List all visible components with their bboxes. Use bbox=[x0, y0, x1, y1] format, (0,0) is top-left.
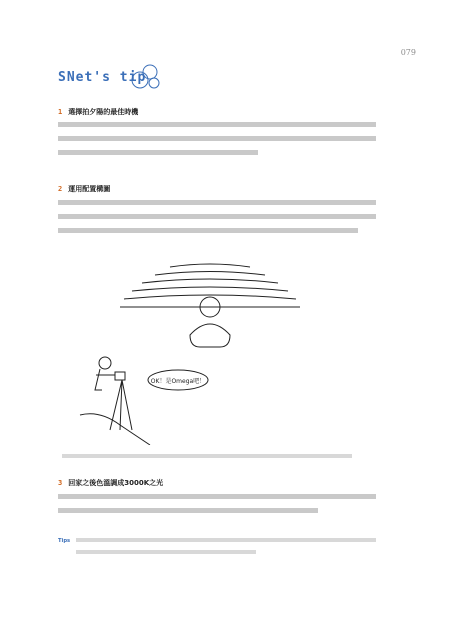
tips-body bbox=[76, 535, 376, 555]
tips-footnote bbox=[58, 535, 388, 555]
section-2-number: 2 bbox=[58, 185, 63, 193]
speech-bubble-text: OK！是Omega吧！ bbox=[150, 378, 206, 385]
tips-label: Tips bbox=[58, 538, 71, 544]
section-3-title: 回家之後色溫調成3000K之光 bbox=[68, 479, 164, 487]
sunset-photographer-illustration bbox=[60, 255, 380, 445]
tip-logo: SNet's tip bbox=[58, 70, 147, 85]
section-1-number: 1 bbox=[58, 108, 63, 116]
illustration-caption bbox=[62, 452, 382, 460]
section-1-body bbox=[58, 120, 378, 168]
section-2-body bbox=[58, 198, 378, 246]
section-3-body bbox=[58, 492, 378, 526]
section-2-title: 運用配置構圖 bbox=[68, 185, 111, 193]
page-number: 079 bbox=[400, 48, 416, 57]
section-2-heading bbox=[58, 184, 110, 194]
section-3-heading bbox=[58, 478, 163, 488]
section-1-heading bbox=[58, 107, 138, 117]
bubbles-icon bbox=[130, 62, 162, 92]
section-3-number: 3 bbox=[58, 479, 63, 487]
section-1-title: 選擇拍夕陽的最佳時機 bbox=[68, 108, 139, 116]
